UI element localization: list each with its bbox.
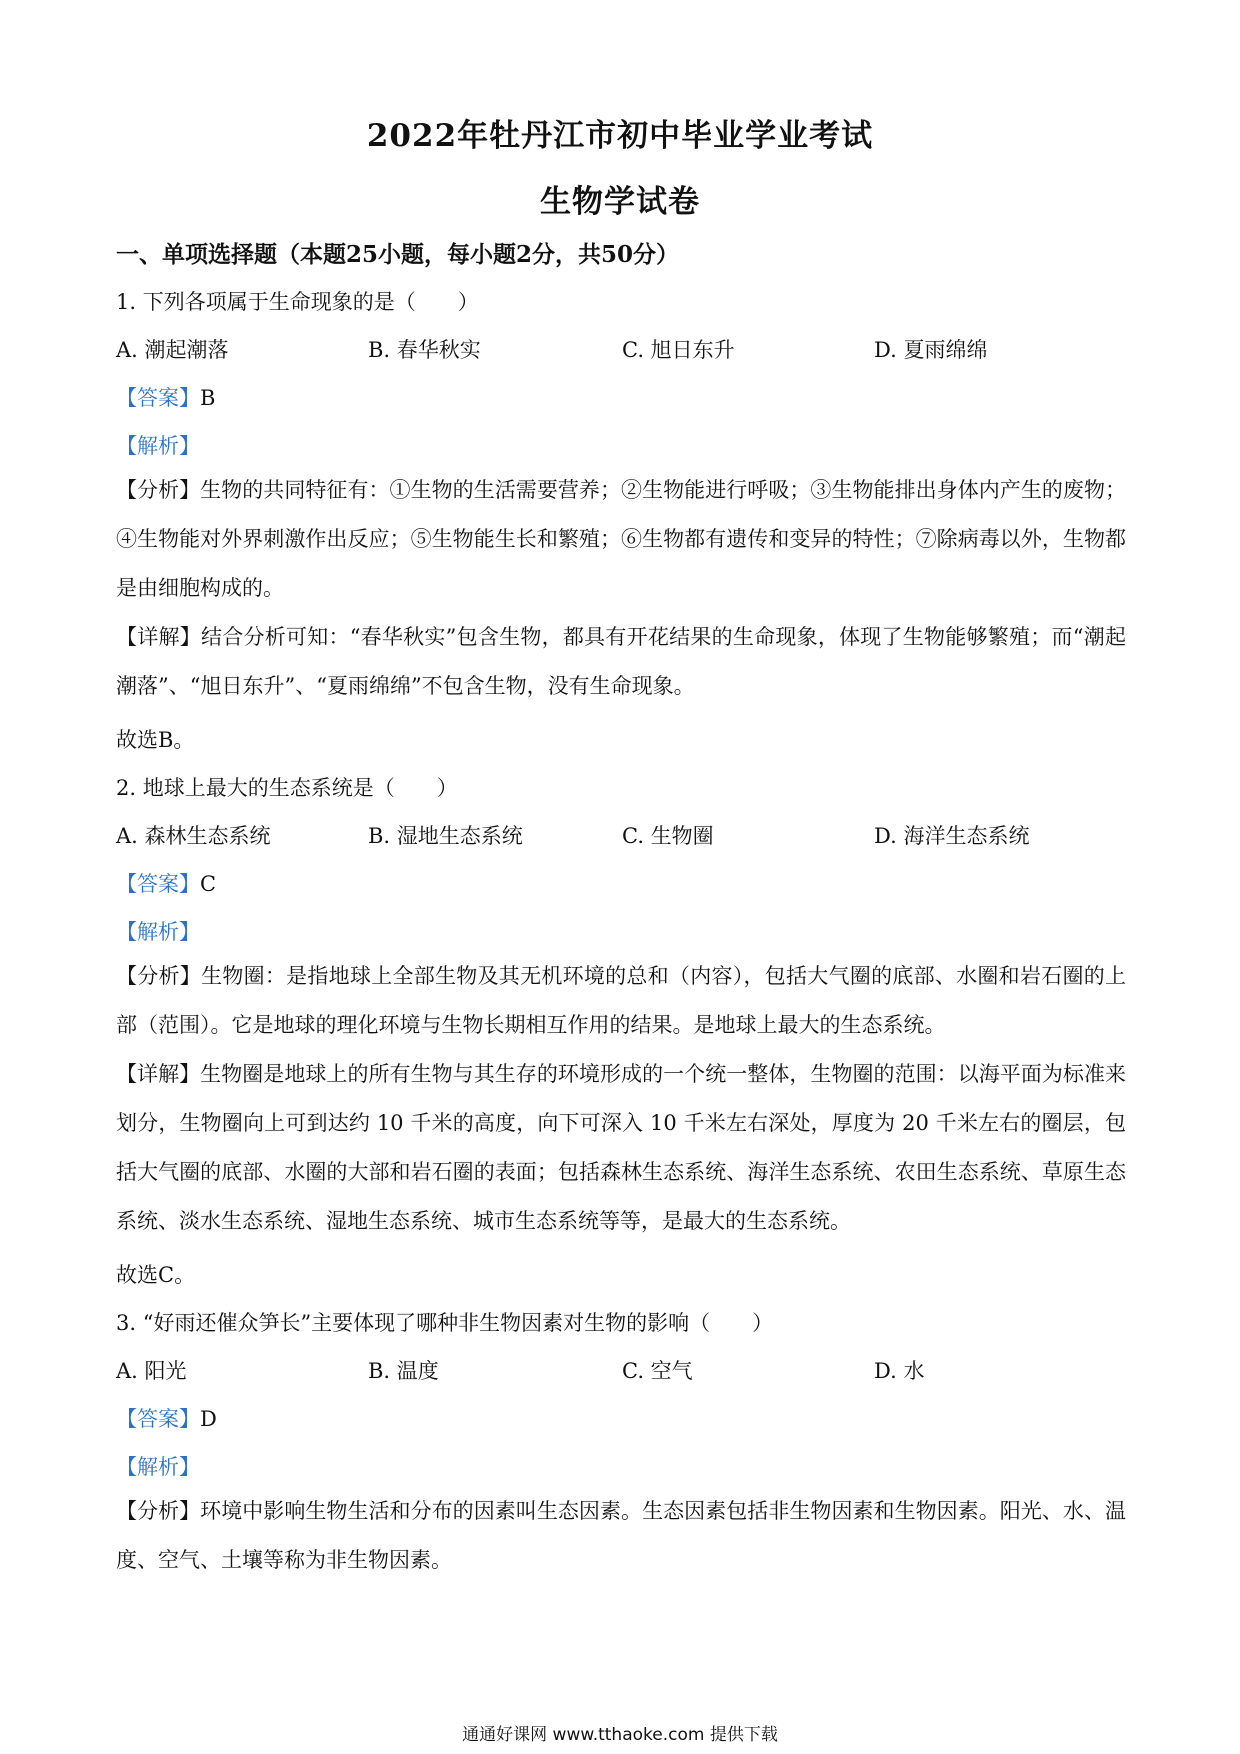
answer-value: D [200,1407,217,1431]
jiexi-label: 【解析】 [116,920,200,944]
option-b: B. 温度 [368,1359,439,1383]
xiangjie-label: 【详解】 [116,625,201,649]
answer-label: 【答案】 [116,1407,200,1431]
section-heading: 一、单项选择题（本题25小题，每小题2分，共50分） [116,241,680,268]
fenxi-text: 生物圈：是指地球上全部生物及其无机环境的总和（内容），包括大气圈的底部、水圈和岩石圈的上部（范围）。它是地球的理化环境与生物长期相互作用的结果。是地球上最大的生态系统。 [116,964,1127,1037]
option-b: B. 春华秋实 [368,338,481,362]
option-a: A. 森林生态系统 [116,824,271,848]
option-d: D. 夏雨绵绵 [874,338,988,362]
fenxi-text: 生物的共同特征有：①生物的生活需要营养；②生物能进行呼吸；③生物能排出身体内产生的废物；④生物能对外界刺激作出反应；⑤生物能生长和繁殖；⑥生物都有遗传和变异的特性；⑦除病毒以外，生物都是由细胞构成的。 [116,478,1126,600]
option-d: D. 水 [874,1359,925,1383]
question-1-options [116,334,1126,364]
option-d: D. 海洋生态系统 [874,824,1030,848]
answer-value: C [200,872,217,896]
xiangjie-text: 结合分析可知：“春华秋实”包含生物，都具有开花结果的生命现象，体现了生物能够繁殖；而“潮起潮落”、“旭日东升”、“夏雨绵绵”不包含生物，没有生命现象。 [116,625,1126,698]
jiexi-label: 【解析】 [116,1455,200,1479]
question-2-analysis [116,952,1126,1050]
exam-title: 2022年牡丹江市初中毕业学业考试 [366,118,874,154]
fenxi-text: 环境中影响生物生活和分布的因素叫生态因素。生态因素包括非生物因素和生物因素。阳光、水、温度、空气、土壤等称为非生物因素。 [116,1499,1126,1572]
question-1-answer [116,382,215,412]
question-1-conclusion: 故选B。 [116,728,195,752]
answer-label: 【答案】 [116,386,200,410]
option-c: C. 生物圈 [622,824,714,848]
question-2-conclusion: 故选C。 [116,1263,196,1287]
question-2-detail [116,1050,1126,1246]
option-a: A. 阳光 [116,1359,187,1383]
question-3-stem: 3. “好雨还催众笋长”主要体现了哪种非生物因素对生物的影响（ ） [116,1311,774,1335]
question-1-analysis [116,466,1126,613]
question-1-detail [116,613,1126,711]
question-2-stem: 2. 地球上最大的生态系统是（ ） [116,776,458,800]
question-3-analysis [116,1487,1126,1585]
answer-label: 【答案】 [116,872,200,896]
fenxi-label: 【分析】 [116,1499,201,1523]
question-3-answer [116,1403,217,1433]
fenxi-label: 【分析】 [116,478,201,502]
question-1-stem: 1. 下列各项属于生命现象的是（ ） [116,290,479,314]
question-2-options [116,820,1126,850]
question-3-options [116,1355,1126,1385]
option-c: C. 旭日东升 [622,338,735,362]
xiangjie-text: 生物圈是地球上的所有生物与其生存的环境形成的一个统一整体，生物圈的范围：以海平面为标准来划分，生物圈向上可到达约 10 千米的高度，向下可深入 10 千米左右深处，厚度为 20 千米左右的圈层，包括大气圈的底部、水圈的大部和岩石圈的表面；包括森林生态系统、海洋生态系统、农田生态系统、草原生态系统、淡水生态系统、湿地生态系统、城市生态系统等等，是最大的生态系统。 [116,1062,1126,1233]
jiexi-label: 【解析】 [116,434,200,458]
xiangjie-label: 【详解】 [116,1062,201,1086]
question-2-answer [116,868,216,898]
exam-subtitle: 生物学试卷 [540,184,700,220]
page-footer: 通通好课网 www.tthaoke.com 提供下载 [462,1725,778,1745]
option-a: A. 潮起潮落 [116,338,229,362]
option-b: B. 湿地生态系统 [368,824,523,848]
fenxi-label: 【分析】 [116,964,202,988]
answer-value: B [200,386,216,410]
option-c: C. 空气 [622,1359,693,1383]
